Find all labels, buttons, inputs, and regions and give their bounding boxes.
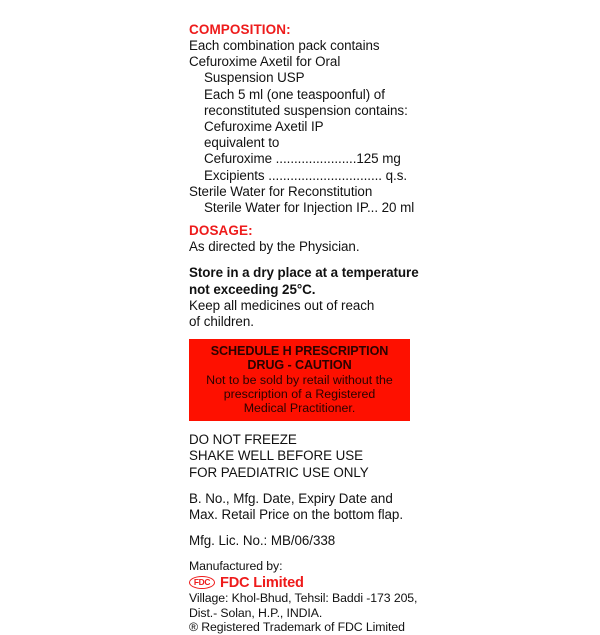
manufacturer-name: FDC Limited: [220, 574, 304, 591]
dosage-text: As directed by the Physician.: [189, 239, 360, 255]
medicine-label-panel: [189, 22, 419, 635]
caution-body-line-1: Not to be sold by retail without the: [206, 372, 393, 387]
storage-instruction-line-2: not exceeding 25°C.: [189, 281, 316, 297]
keep-away-children-line-1: Keep all medicines out of reach: [189, 297, 375, 313]
composition-item-1-line-6: equivalent to: [204, 135, 280, 151]
caution-title-line-1: SCHEDULE H PRESCRIPTION: [210, 344, 389, 359]
spacer-after-dosage: [189, 255, 419, 265]
warning-paediatric-use: FOR PAEDIATRIC USE ONLY: [189, 464, 369, 480]
spacer-after-licence: [189, 549, 419, 559]
spacer-after-composition: [189, 216, 419, 223]
composition-item-2-line-1: Sterile Water for Reconstitution: [189, 183, 373, 199]
composition-item-1: [189, 54, 419, 184]
batch-info-line-2: Max. Retail Price on the bottom flap.: [189, 507, 403, 523]
registered-trademark-notice: ® Registered Trademark of FDC Limited: [189, 620, 405, 635]
manufacturer-address-line-1: Village: Khol-Bhud, Tehsil: Baddi -173 205,: [189, 591, 418, 606]
composition-item-2-line-2: Sterile Water for Injection IP... 20 ml: [204, 200, 415, 216]
warning-shake-well: SHAKE WELL BEFORE USE: [189, 448, 364, 464]
manufacturer-name-row: [189, 574, 419, 591]
manufacturer-address-line-2: Dist.- Solan, H.P., INDIA.: [189, 605, 323, 620]
warning-do-not-freeze: DO NOT FREEZE: [189, 432, 297, 448]
composition-item-1-excipients: Excipients ............................... q.s.: [204, 167, 408, 183]
fdc-logo-icon: FDC: [189, 576, 215, 589]
batch-info-line-1: B. No., Mfg. Date, Expiry Date and: [189, 490, 393, 506]
composition-item-1-line-3: Each 5 ml (one teaspoonful) of: [204, 86, 385, 102]
manufactured-by-label: Manufactured by:: [189, 559, 283, 574]
caution-body-line-3: Medical Practitioner.: [243, 401, 356, 416]
composition-item-1-line-5: Cefuroxime Axetil IP: [204, 119, 324, 135]
composition-heading: COMPOSITION:: [189, 22, 291, 37]
composition-item-1-line-4: reconstituted suspension contains:: [204, 102, 408, 118]
composition-intro: Each combination pack contains: [189, 38, 380, 53]
keep-away-children-line-2: of children.: [189, 314, 254, 330]
composition-item-1-line-2: Suspension USP: [204, 70, 305, 86]
composition-item-1-cefuroxime-strength: Cefuroxime ......................125 mg: [204, 151, 401, 167]
caution-title-line-2: DRUG - CAUTION: [247, 358, 352, 373]
composition-item-1-line-1: Cefuroxime Axetil for Oral: [189, 54, 341, 70]
storage-instruction-line-1: Store in a dry place at a temperature: [189, 265, 419, 281]
dosage-heading: DOSAGE:: [189, 223, 253, 239]
spacer-after-batch-info: [189, 523, 419, 533]
schedule-h-caution-box: [189, 339, 410, 421]
spacer-after-warnings: [189, 481, 419, 491]
composition-item-2: [189, 184, 419, 216]
caution-body-line-2: prescription of a Registered: [223, 386, 376, 401]
manufacturing-licence-number: Mfg. Lic. No.: MB/06/338: [189, 533, 336, 549]
